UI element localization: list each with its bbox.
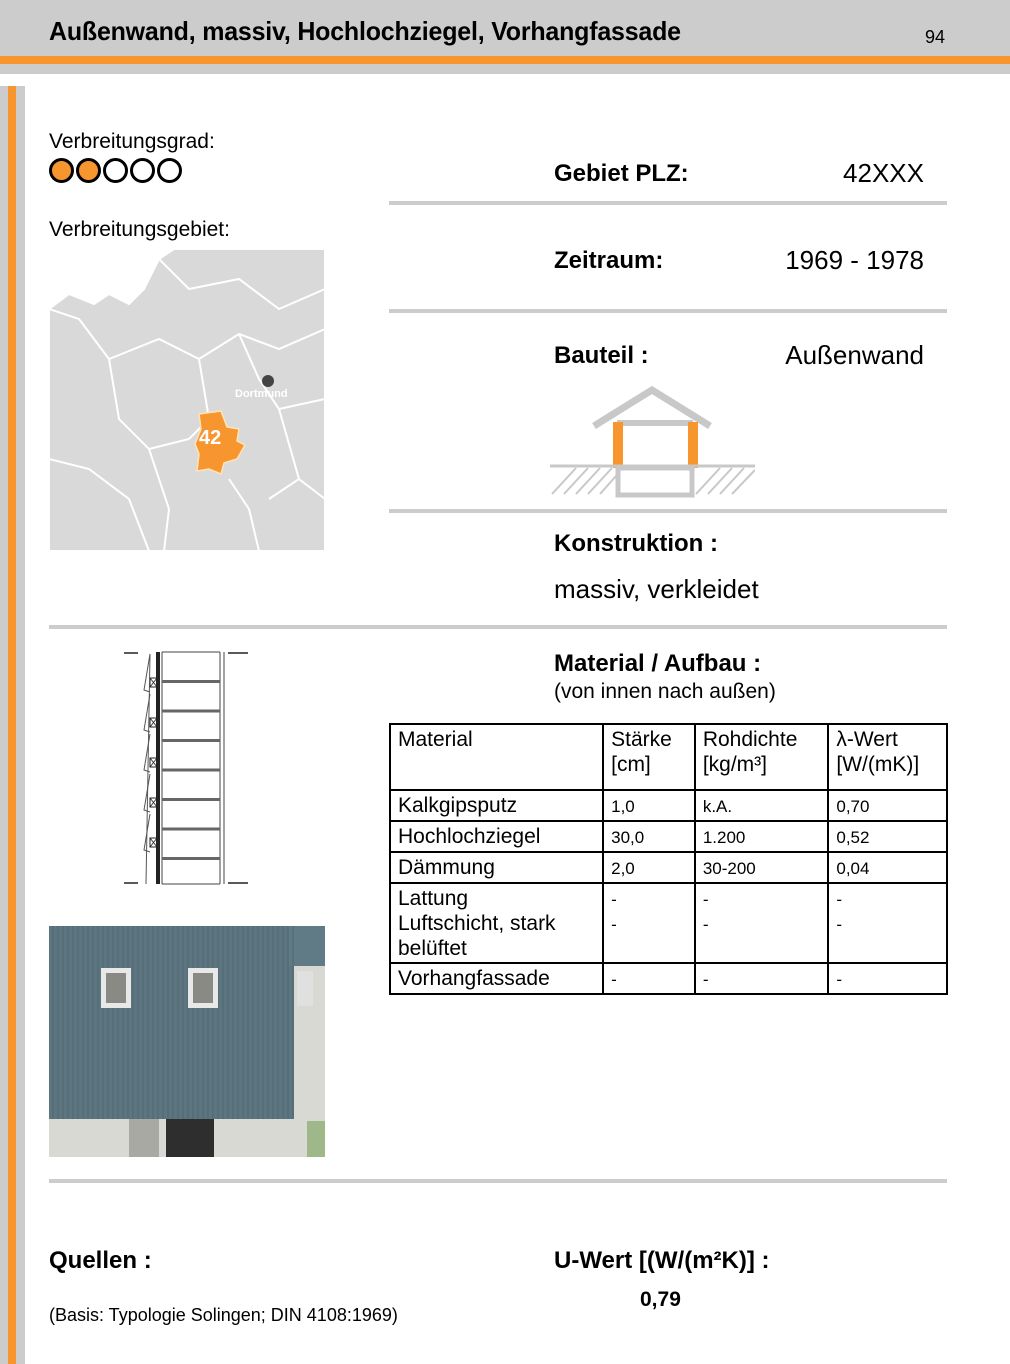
page-number: 94 [925, 27, 946, 47]
table-cell-rohdichte [695, 852, 829, 883]
cell-text: Luftschicht, stark [398, 912, 556, 935]
table-cell-rohdichte [695, 821, 829, 852]
table-cell-lambda [828, 852, 947, 883]
table-cell-rohdichte [695, 883, 829, 963]
cell-text: 0,04 [836, 859, 870, 878]
header-text: λ-Wert [836, 728, 898, 751]
cell-text: - [611, 890, 617, 909]
divider [389, 201, 947, 205]
map-area-label: 42 [199, 427, 222, 449]
material-table [389, 723, 948, 995]
bauteil-value: Außenwand [785, 340, 924, 370]
material-label: Material / Aufbau : [554, 650, 762, 677]
u-wert-value: 0,79 [640, 1288, 681, 1311]
table-cell-staerke [603, 883, 695, 963]
page-title: Außenwand, massiv, Hochlochziegel, Vorhangfassade [49, 16, 681, 46]
cell-text: k.A. [702, 797, 733, 816]
konstruktion-value: massiv, verkleidet [554, 574, 759, 604]
wall-section-drawing [120, 648, 250, 888]
bauteil-label: Bauteil : [554, 342, 649, 369]
table-row [390, 852, 947, 883]
table-cell-material [390, 821, 603, 852]
table-row [390, 790, 947, 821]
u-wert-label: U-Wert [(W/(m²K)] : [554, 1247, 770, 1274]
region-map [49, 249, 325, 551]
table-cell-lambda [828, 821, 947, 852]
cell-text: - [836, 970, 843, 989]
header-text: Material [398, 728, 473, 751]
table-row [390, 821, 947, 852]
cell-text: - [702, 970, 709, 989]
verbreitungsgrad-label: Verbreitungsgrad: [49, 130, 215, 153]
rating-dot-empty-icon [103, 158, 128, 183]
zeitraum-label: Zeitraum: [554, 247, 664, 274]
table-row [390, 883, 947, 963]
cell-text: 30-200 [702, 859, 756, 878]
cell-text: Dämmung [398, 856, 495, 879]
divider [389, 509, 947, 513]
material-sublabel: (von innen nach außen) [554, 680, 776, 703]
house-diagram-icon [550, 384, 755, 499]
table-cell-staerke [603, 963, 695, 994]
facade-photo [49, 926, 325, 1157]
table-cell-rohdichte [695, 790, 829, 821]
cell-text: 0,70 [836, 797, 870, 816]
side-strip-accent [8, 86, 16, 1364]
divider [49, 625, 947, 629]
rating-dot-empty-icon [130, 158, 155, 183]
table-cell-staerke [603, 790, 695, 821]
table-header-cell [390, 724, 603, 790]
zeitraum-value: 1969 - 1978 [785, 245, 924, 275]
table-header-cell [603, 724, 695, 790]
cell-text: Vorhangfassade [398, 967, 550, 990]
rating-dot-filled-icon [49, 158, 74, 183]
cell-text: - [836, 915, 843, 934]
table-cell-rohdichte [695, 963, 829, 994]
cell-text: 1,0 [611, 797, 635, 816]
table-cell-material [390, 852, 603, 883]
table-row [390, 963, 947, 994]
header-text: [cm] [611, 753, 651, 776]
header-text: Stärke [611, 728, 672, 751]
cell-text: - [611, 970, 617, 989]
verbreitungsgebiet-label: Verbreitungsgebiet: [49, 218, 230, 241]
table-cell-material [390, 963, 603, 994]
konstruktion-label: Konstruktion : [554, 530, 718, 557]
table-header-cell [695, 724, 829, 790]
map-city-label: Dortmund [235, 388, 288, 400]
table-header-cell [828, 724, 947, 790]
table-cell-staerke [603, 852, 695, 883]
divider [49, 1179, 947, 1183]
map-graphic [49, 249, 325, 551]
cell-text: 0,52 [836, 828, 870, 847]
cell-text: - [836, 890, 843, 909]
header-text: Rohdichte [702, 728, 798, 751]
table-cell-staerke [603, 821, 695, 852]
gebiet-plz-value: 42XXX [843, 158, 924, 188]
rating-dot-filled-icon [76, 158, 101, 183]
table-header-row [390, 724, 947, 790]
rating-dot-empty-icon [157, 158, 182, 183]
header-text: [W/(mK)] [836, 753, 920, 776]
cell-text: - [702, 890, 709, 909]
cell-text: Kalkgipsputz [398, 794, 518, 817]
table-cell-material [390, 883, 603, 963]
cell-text: 30,0 [611, 828, 645, 847]
map-city-dot [262, 375, 274, 387]
quellen-value: (Basis: Typologie Solingen; DIN 4108:1969) [49, 1305, 398, 1325]
cell-text: 2,0 [611, 859, 635, 878]
gebiet-plz-label: Gebiet PLZ: [554, 160, 689, 187]
cell-text: Lattung [398, 887, 469, 910]
verbreitungsgrad-rating [49, 158, 182, 183]
divider [389, 309, 947, 313]
cell-text: Hochlochziegel [398, 825, 541, 848]
quellen-label: Quellen : [49, 1247, 152, 1274]
cell-text: - [702, 915, 709, 934]
header-accent-line [0, 56, 1010, 64]
cell-text: 1.200 [702, 828, 746, 847]
table-cell-lambda [828, 963, 947, 994]
cell-text: - [611, 915, 617, 934]
table-cell-material [390, 790, 603, 821]
cell-text: belüftet [398, 937, 467, 960]
table-cell-lambda [828, 883, 947, 963]
table-cell-lambda [828, 790, 947, 821]
header-text: [kg/m³] [702, 753, 767, 776]
